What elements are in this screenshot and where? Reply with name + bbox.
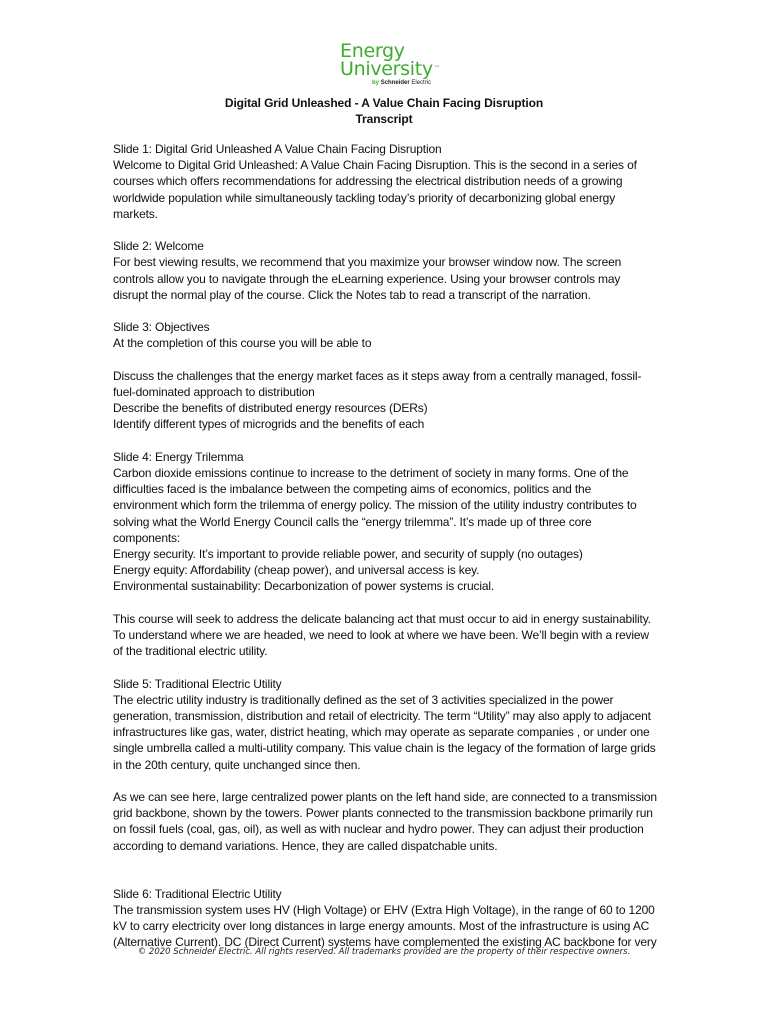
objective-1: Discuss the challenges that the energy market faces as it steps away from a centrally managed, fossil-fuel-dominated approach to distribution — [113, 368, 642, 399]
logo-brand: Schneider — [380, 80, 410, 86]
slide-1-text: Welcome to Digital Grid Unleashed: A Value Chain Facing Disruption. This is the second in a series of courses which offers recommendations for addressing the electrical distribution needs of a growing worldwide population while simultaneously tackling today’s priority of decarbonizing global energy markets. — [113, 158, 637, 221]
logo-trademark: ™ — [433, 65, 440, 72]
logo-line-energy: Energy — [340, 40, 405, 62]
slide-6-text: The transmission system uses HV (High Voltage) or EHV (Extra High Voltage), in the range of 60 to 1200 kV to carry electricity over long distances in large energy amounts. Most of the infrastructure is using AC (Alternative Current). DC (Direct Current) systems have complemented the existing AC backbone for very — [113, 903, 657, 950]
transcript-body — [113, 141, 658, 967]
logo-line-university — [340, 60, 440, 78]
slide-4-section — [113, 449, 658, 595]
logo-byline — [372, 80, 440, 86]
slide-5-paragraph-2 — [113, 789, 658, 854]
slide-3-objectives — [113, 368, 658, 433]
slide-4-text-2: This course will seek to address the delicate balancing act that must occur to aid in energy sustainability. To understand where we are headed, we need to look at where we have been. We’ll begin with a review of the traditional electric utility. — [113, 611, 651, 659]
slide-2-text: For best viewing results, we recommend that you maximize your browser window now. The screen controls allow you to navigate through the eLearning experience. Using your browser controls may disrupt the normal play of the course. Click the Notes tab to read a transcript of the narration. — [113, 255, 622, 302]
component-energy-security: Energy security. It’s important to provide reliable power, and security of supply (no outages) — [113, 547, 583, 562]
slide-6-section — [113, 886, 658, 951]
slide-4-text: Carbon dioxide emissions continue to increase to the detriment of society in many forms. One of the difficulties faced is the imbalance between the competing aims of economics, politics and the environment which form the trilemma of energy policy. The mission of the utility industry contributes to solving what the World Energy Council calls the “energy trilemma”. It’s made up of three core components: — [113, 466, 637, 545]
slide-5-section — [113, 676, 658, 773]
energy-university-logo — [340, 42, 440, 86]
component-environmental-sustainability: Environmental sustainability: Decarbonization of power systems is crucial. — [113, 579, 495, 594]
slide-3-heading: Slide 3: Objectives — [113, 320, 210, 335]
slide-4-paragraph-2 — [113, 611, 658, 660]
objective-2: Describe the benefits of distributed energy resources (DERs) — [113, 401, 428, 416]
slide-6-heading: Slide 6: Traditional Electric Utility — [113, 886, 282, 901]
slide-3-section — [113, 319, 658, 351]
document-subtitle: Transcript — [355, 112, 413, 126]
slide-4-heading: Slide 4: Energy Trilemma — [113, 449, 244, 464]
slide-2-heading: Slide 2: Welcome — [113, 239, 204, 254]
slide-1-heading: Slide 1: Digital Grid Unleashed A Value Chain Facing Disruption — [113, 142, 442, 156]
slide-3-intro: At the completion of this course you will be able to — [113, 336, 372, 351]
logo-university-text: University — [340, 58, 433, 80]
slide-5-text: The electric utility industry is traditionally defined as the set of 3 activities specialized in the power generation, transmission, distribution and retail of electricity. The term “Utility” may also apply to adjacent infrastructures like gas, water, district heating, which may operate as separate companies , or under one single umbrella called a multi-utility company. This value chain is the legacy of the formation of large grids in the 20th century, quite unchanged since then. — [113, 692, 656, 772]
component-energy-equity: Energy equity: Affordability (cheap power), and universal access is key. — [113, 563, 480, 578]
slide-2-section — [113, 238, 658, 303]
slide-5-text-2: As we can see here, large centralized power plants on the left hand side, are connected to a transmission grid backbone, shown by the towers. Power plants connected to the transmission backbone primarily run on fossil fuels (coal, gas, oil), as well as with nuclear and hydro power. They can adjust their production according to demand variations. Hence, they are called dispatchable units. — [113, 790, 657, 853]
copyright-footer: © 2020 Schneider Electric. All rights reserved. All trademarks provided are the property of their respective owners. — [137, 947, 631, 957]
slide-5-heading: Slide 5: Traditional Electric Utility — [113, 676, 282, 691]
objective-3: Identify different types of microgrids and the benefits of each — [113, 417, 425, 432]
document-title: Digital Grid Unleashed - A Value Chain Facing Disruption — [224, 96, 544, 110]
slide-1-section — [113, 141, 658, 222]
logo-brand-suffix: Electric — [411, 80, 432, 86]
logo-by: by — [372, 80, 380, 86]
